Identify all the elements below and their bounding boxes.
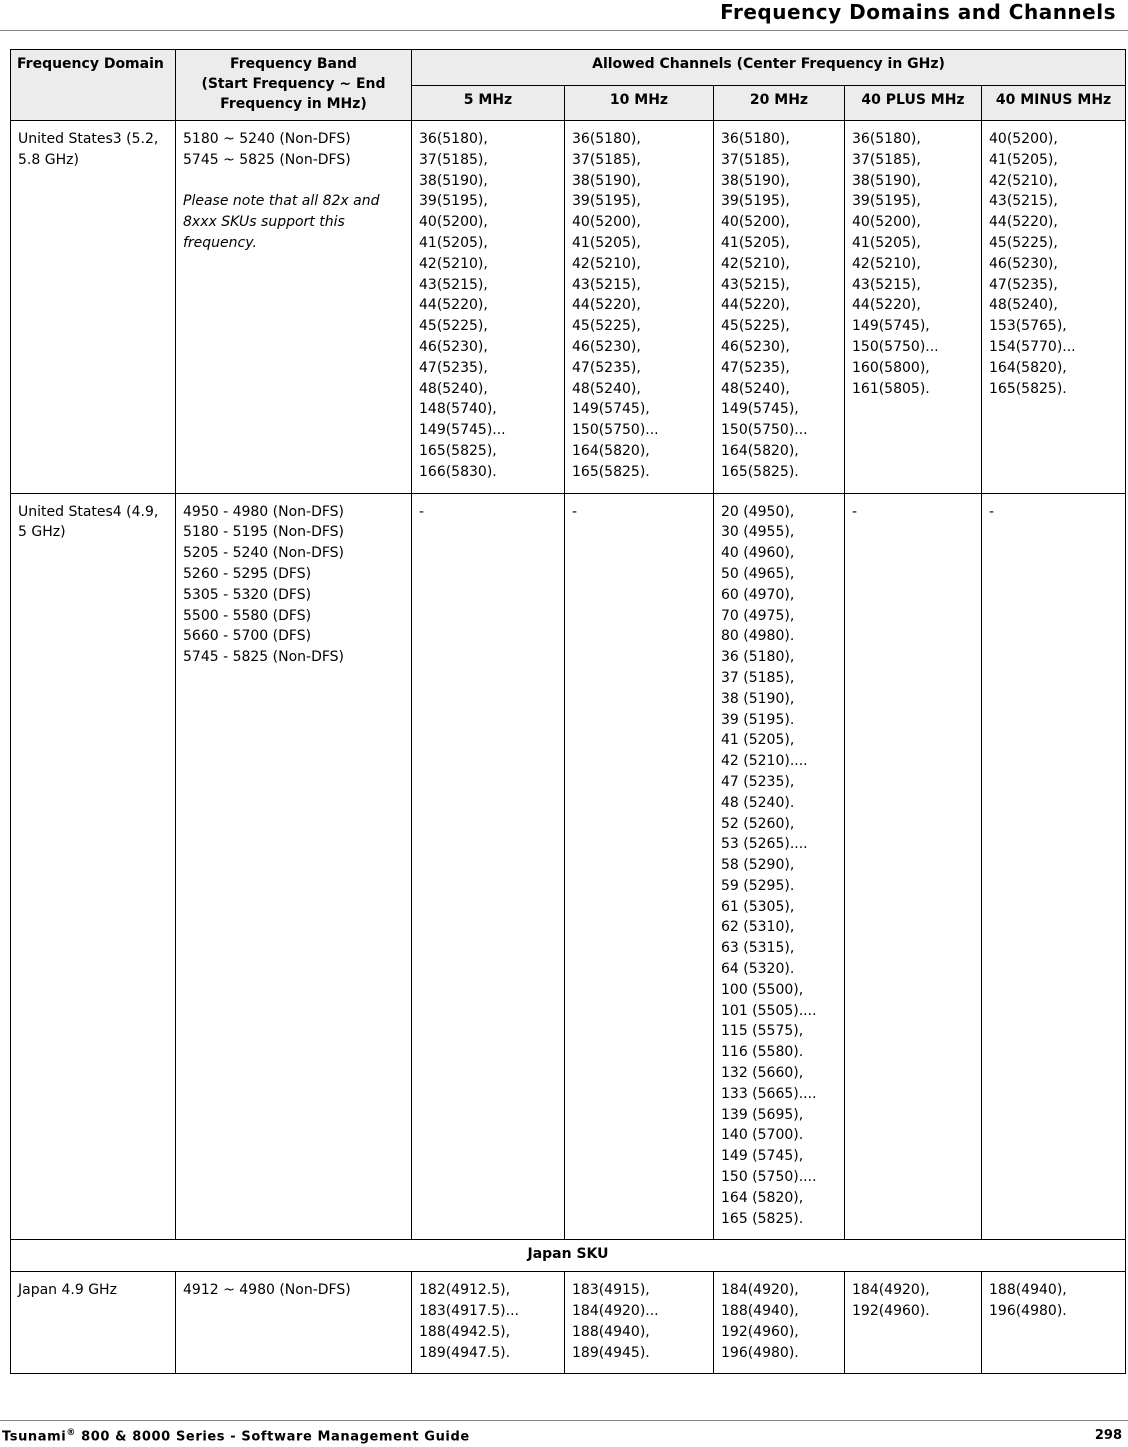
footer-guide-title: [2, 1428, 470, 1444]
page-header-title: Frequency Domains and Channels: [720, 0, 1116, 24]
header-10mhz: 10 MHz: [565, 85, 714, 121]
header-40minus-mhz: 40 MINUS MHz: [982, 85, 1126, 121]
footer-divider: [0, 1420, 1128, 1421]
table-row: [11, 493, 1126, 1240]
cell-40plus: -: [845, 493, 982, 1240]
header-frequency-domain: Frequency Domain: [11, 50, 176, 121]
header-allowed-channels: Allowed Channels (Center Frequency in GHz): [412, 50, 1126, 86]
cell-band: [176, 121, 412, 494]
header-40plus-mhz: 40 PLUS MHz: [845, 85, 982, 121]
table-row: [11, 1272, 1126, 1374]
frequency-table: [10, 49, 1126, 1374]
header-5mhz: 5 MHz: [412, 85, 565, 121]
header-divider: [0, 30, 1128, 31]
cell-domain: Japan 4.9 GHz: [11, 1272, 176, 1374]
cell-40plus: 184(4920), 192(4960).: [845, 1272, 982, 1374]
cell-domain: United States3 (5.2, 5.8 GHz): [11, 121, 176, 494]
cell-5mhz: 36(5180), 37(5185), 38(5190), 39(5195), 40(5200), 41(5205), 42(5210), 43(5215), 44(5220), 45(5225), 46(5230), 47(5235), 48(5240), 148(5740), 149(5745)... 165(5825), 166(5830).: [412, 121, 565, 494]
cell-5mhz: -: [412, 493, 565, 1240]
header-frequency-band: Frequency Band (Start Frequency ~ End Frequency in MHz): [176, 50, 412, 121]
cell-10mhz: 183(4915), 184(4920)... 188(4940), 189(4945).: [565, 1272, 714, 1374]
footer-reg-mark: ®: [66, 1428, 76, 1438]
cell-20mhz: 20 (4950), 30 (4955), 40 (4960), 50 (4965), 60 (4970), 70 (4975), 80 (4980). 36 (5180), 37 (5185), 38 (5190), 39 (5195). 41 (5205), 42 (5210).... 47 (5235), 48 (5240). 52 (5260), 53 (5265).... 58 (5290), 59 (5295). 61 (5305), 62 (5310), 63 (5315), 64 (5320). 100 (5500), 101 (5505).... 115 (5575), 116 (5580). 132 (5660), 133 (5665).... 139 (5695), 140 (5700). 149 (5745), 150 (5750).... 164 (5820), 165 (5825).: [714, 493, 845, 1240]
cell-10mhz: 36(5180), 37(5185), 38(5190), 39(5195), 40(5200), 41(5205), 42(5210), 43(5215), 44(5220), 45(5225), 46(5230), 47(5235), 48(5240), 149(5745), 150(5750)... 164(5820), 165(5825).: [565, 121, 714, 494]
cell-40plus: 36(5180), 37(5185), 38(5190), 39(5195), 40(5200), 41(5205), 42(5210), 43(5215), 44(5220), 149(5745), 150(5750)... 160(5800), 161(5805).: [845, 121, 982, 494]
footer-product: Tsunami: [2, 1429, 67, 1445]
band-note: Please note that all 82x and 8xxx SKUs support this frequency.: [183, 193, 380, 251]
cell-10mhz: -: [565, 493, 714, 1240]
cell-20mhz: 36(5180), 37(5185), 38(5190), 39(5195), 40(5200), 41(5205), 42(5210), 43(5215), 44(5220), 45(5225), 46(5230), 47(5235), 48(5240), 149(5745), 150(5750)... 164(5820), 165(5825).: [714, 121, 845, 494]
cell-40minus: -: [982, 493, 1126, 1240]
cell-40minus: 188(4940), 196(4980).: [982, 1272, 1126, 1374]
cell-40minus: 40(5200), 41(5205), 42(5210), 43(5215), 44(5220), 45(5225), 46(5230), 47(5235), 48(5240), 153(5765), 154(5770)... 164(5820), 165(5825).: [982, 121, 1126, 494]
cell-5mhz: 182(4912.5), 183(4917.5)... 188(4942.5), 189(4947.5).: [412, 1272, 565, 1374]
header-20mhz: 20 MHz: [714, 85, 845, 121]
cell-20mhz: 184(4920), 188(4940), 192(4960), 196(4980).: [714, 1272, 845, 1374]
cell-band: 4912 ~ 4980 (Non-DFS): [176, 1272, 412, 1374]
footer-page-number: 298: [1094, 1428, 1122, 1443]
section-row: [11, 1240, 1126, 1272]
cell-domain: United States4 (4.9, 5 GHz): [11, 493, 176, 1240]
cell-band: 4950 - 4980 (Non-DFS) 5180 - 5195 (Non-DFS) 5205 - 5240 (Non-DFS) 5260 - 5295 (DFS) 5305 - 5320 (DFS) 5500 - 5580 (DFS) 5660 - 5700 (DFS) 5745 - 5825 (Non-DFS): [176, 493, 412, 1240]
section-label: Japan SKU: [11, 1240, 1126, 1272]
footer-guide: 800 & 8000 Series - Software Management Guide: [75, 1429, 470, 1445]
table-row: [11, 121, 1126, 494]
band-ranges: 5180 ~ 5240 (Non-DFS) 5745 ~ 5825 (Non-DFS): [183, 131, 351, 168]
